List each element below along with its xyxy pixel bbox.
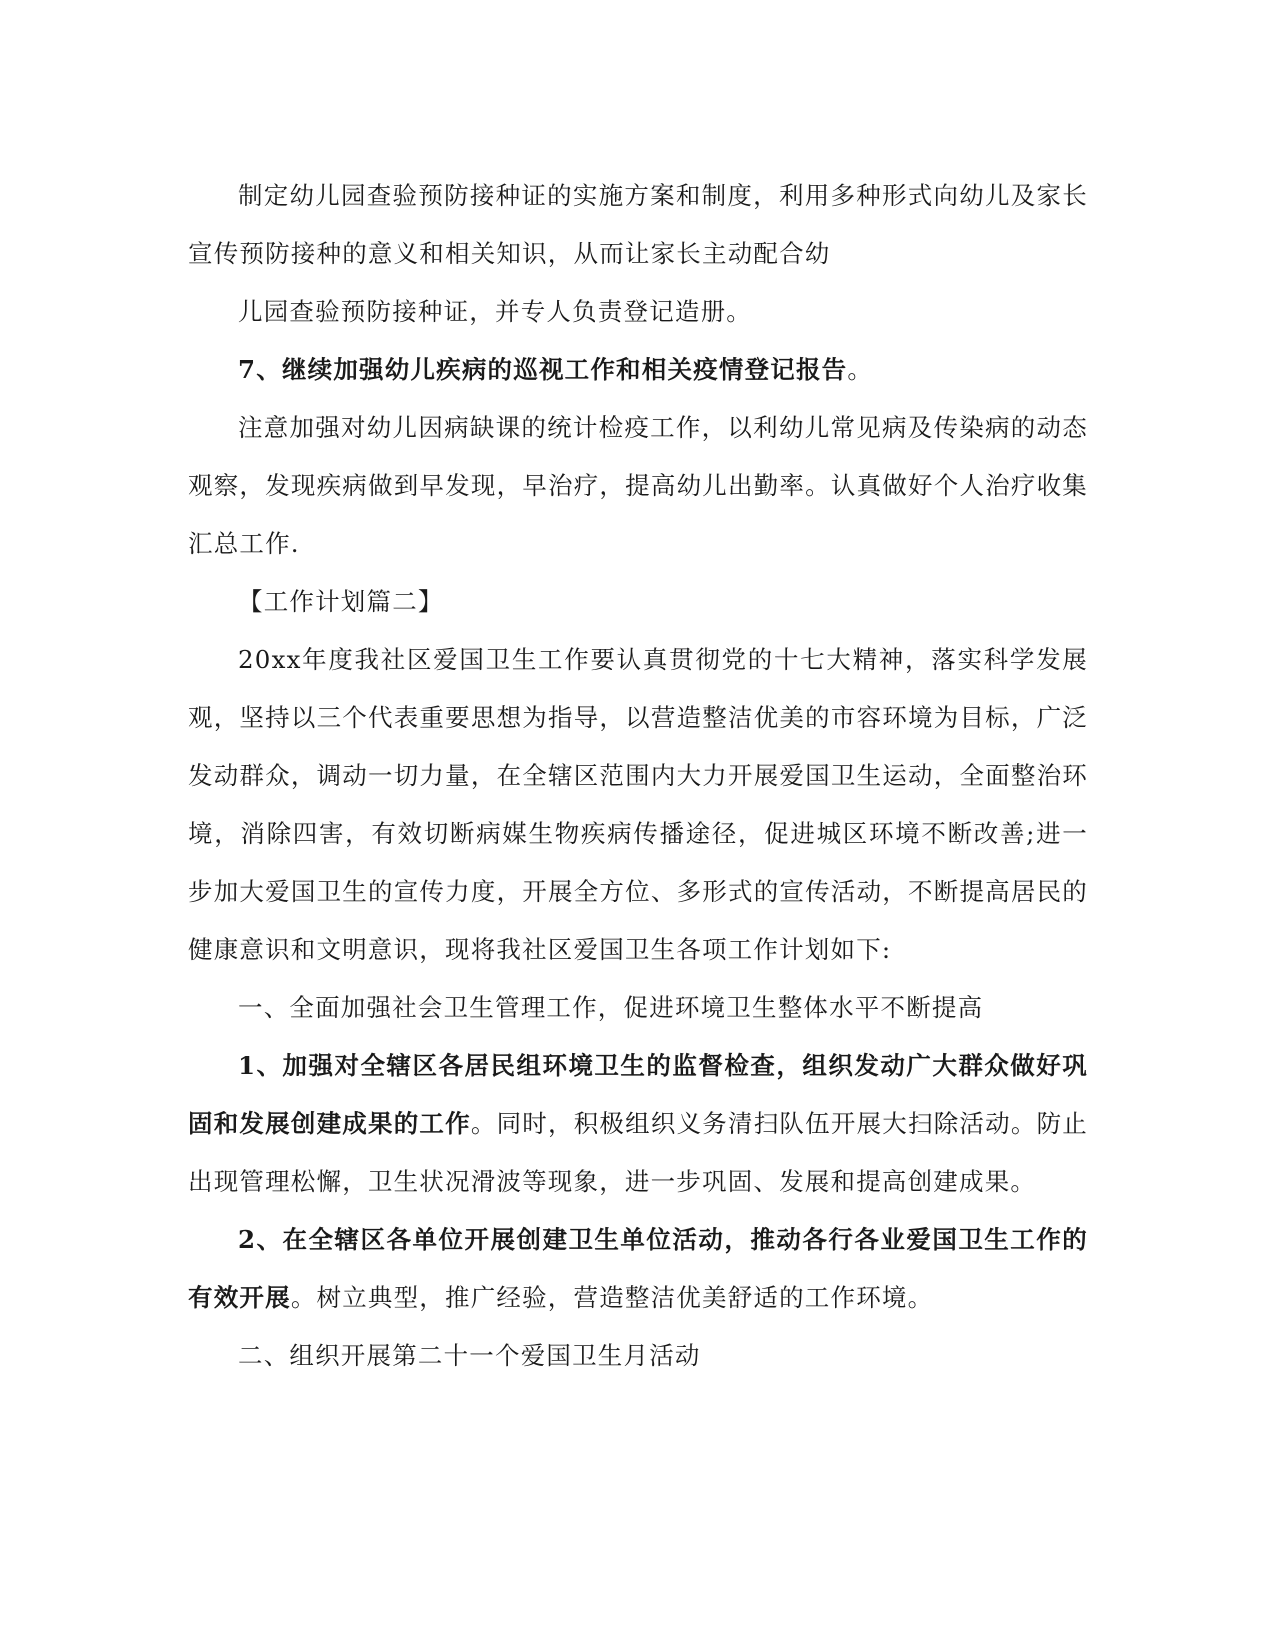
document-body [188, 167, 1088, 1385]
paragraph-annual-overview: 20xx年度我社区爱国卫生工作要认真贯彻党的十七大精神，落实科学发展观，坚持以三个代表重要思想为指导，以营造整洁优美的市容环境为目标，广泛发动群众，调动一切力量，在全辖区范围内大力开展爱国卫生运动，全面整治环境，消除四害，有效切断病媒生物疾病传播途径，促进城区环境不断改善;进一步加大爱国卫生的宣传力度，开展全方位、多形式的宣传活动，不断提高居民的健康意识和文明意识，现将我社区爱国卫生各项工作计划如下: [188, 645, 1088, 964]
heading-part-one: 一、全面加强社会卫生管理工作，促进环境卫生整体水平不断提高 [238, 993, 984, 1022]
item-7-rest: 。 [847, 355, 874, 384]
item-1-rest: 。同时，积极组织义务清扫队伍开展大扫除活动。防止出现管理松懈，卫生状况滑波等现象，进一步巩固、发展和提高创建成果。 [188, 1109, 1088, 1196]
item-2-heading: 2、在全辖区各单位开展创建卫生单位活动，推动各行各业爱国卫生工作的有效开展 [188, 1225, 1088, 1312]
item-2 [188, 1211, 1088, 1327]
section-title-plan-two: 【工作计划篇二】 [238, 587, 444, 616]
item-1-heading: 1、加强对全辖区各居民组环境卫生的监督检查，组织发动广大群众做好巩固和发展创建成果的工作 [188, 1051, 1088, 1138]
heading-part-two: 二、组织开展第二十一个爱国卫生月活动 [238, 1341, 701, 1370]
paragraph-illness-statistics: 注意加强对幼儿因病缺课的统计检疫工作，以利幼儿常见病及传染病的动态观察，发现疾病做到早发现，早治疗，提高幼儿出勤率。认真做好个人治疗收集汇总工作. [188, 413, 1088, 558]
item-7-heading: 7、继续加强幼儿疾病的巡视工作和相关疫情登记报告 [238, 355, 848, 384]
item-7 [188, 341, 1088, 399]
item-1 [188, 1037, 1088, 1211]
paragraph-vaccination-plan: 制定幼儿园查验预防接种证的实施方案和制度，利用多种形式向幼儿及家长宣传预防接种的意义和相关知识，从而让家长主动配合幼 [188, 181, 1088, 268]
item-2-rest: 。树立典型，推广经验，营造整洁优美舒适的工作环境。 [290, 1283, 934, 1312]
paragraph-vaccination-register: 儿园查验预防接种证，并专人负责登记造册。 [238, 297, 752, 326]
